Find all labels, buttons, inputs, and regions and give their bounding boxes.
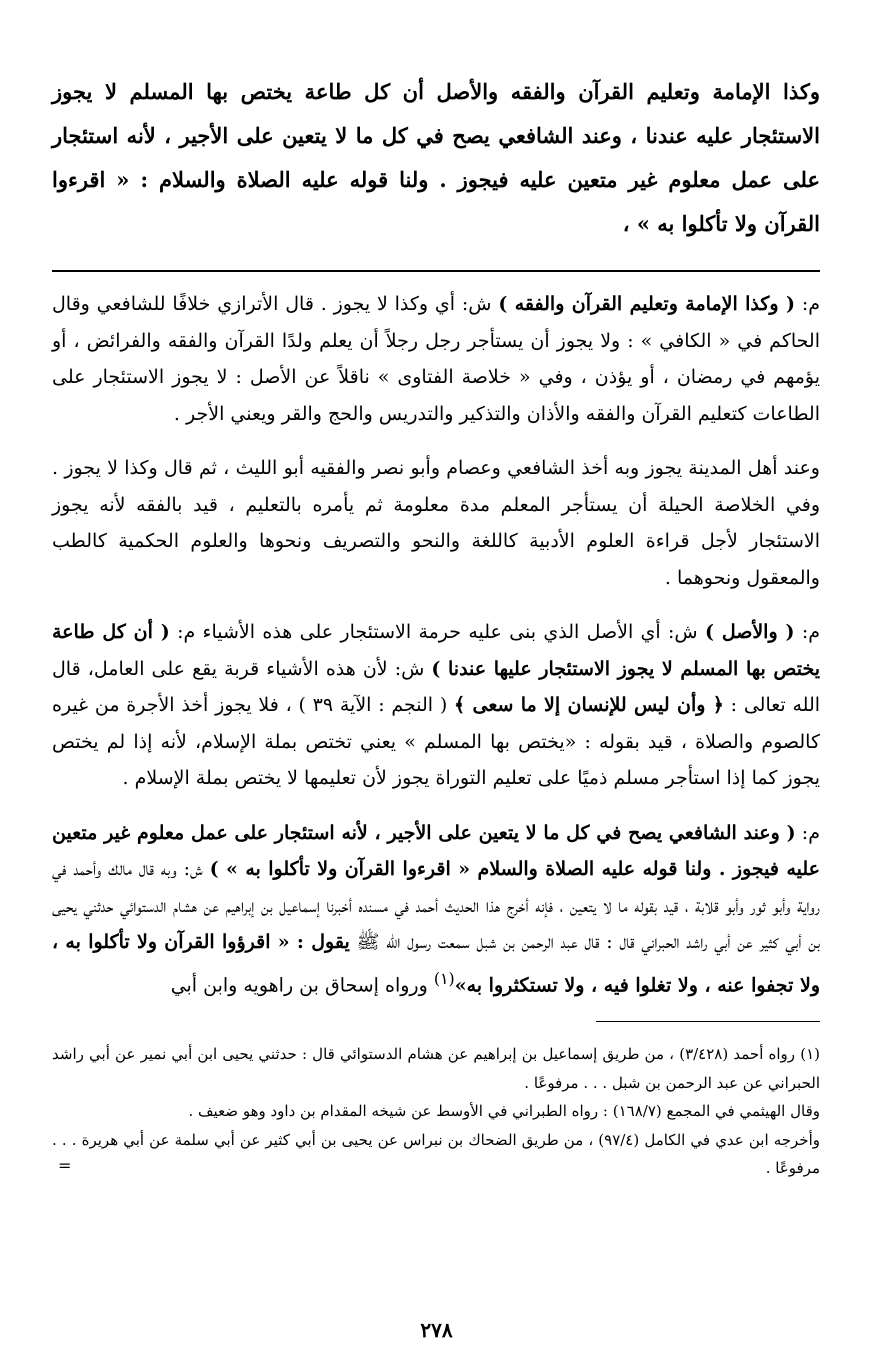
continuation-mark: =: [58, 1156, 72, 1176]
matn-marker: م:: [795, 293, 820, 315]
sharh-paragraph-2: وعند أهل المدينة يجوز وبه أخذ الشافعي وعصام وأبو نصر والفقيه أبو الليث ، ثم قال وكذا لا يجوز . وفي الخلاصة الحيلة أن يستأجر المعلم مدة معلومة ثم يأمره بالتعليم ، قيد بالفقه لأنه يجوز الاستئجار لأجل قراءة العلوم الأدبية كاللغة والنحو والتصريف ونحوها والعلوم الحكمية كالطب والمعقول ونحوهما .: [52, 457, 820, 589]
footnote-3: وأخرجه ابن عدي في الكامل (٩٧/٤) ، من طريق الضحاك بن نبراس عن يحيى بن أبي كثير عن أبي سلمة عن أبي هريرة . . . مرفوعًا .: [52, 1130, 820, 1178]
matn-quote: ( وكذا الإمامة وتعليم القرآن والفقه ): [498, 293, 795, 315]
sharh-text: ش: وبه قال مالك وأحمد في رواية وأبو ثور وأبو قلابة ، قيد بقوله ما لا يتعين ، فإنه أخرج هذا الحديث أحمد في مسنده أخبرنا إسماعيل بن إبراهيم عن هشام الدستوائي حدثني يحيى بن أبي كثير عن أبي راشد الحبراني قال : قال عبد الرحمن بن شبل سمعت رسول الله ﷺ: [52, 858, 820, 953]
matn-divider: [52, 270, 820, 272]
sharh-paragraph-1: [52, 286, 820, 432]
sharh-text: ش: أي وكذا لا يجوز . قال الأترازي خلافًا للشافعي وقال الحاكم في « الكافي » : ولا يجوز أن يستأجر رجل رجلاً أن يعلم ولدًا القرآن والفقه والفرائض ، أو يؤمهم في رمضان ، أو يؤذن ، وفي « خلاصة الفتاوى » ناقلاً عن الأصل : لا يجوز الاستئجار على الطاعات كتعليم القرآن والفقه والأذان والتذكير والتدريس والحج والقر ويعني الأجر .: [52, 293, 820, 425]
footnote-ref: (١): [433, 968, 455, 988]
footnote-2: وقال الهيثمي في المجمع (١٦٨/٧) : رواه الطبراني في الأوسط عن شيخه المقدام بن داود وهو ضعيف .: [188, 1102, 820, 1121]
sharh-text: ش: أي الأصل الذي بنى عليه حرمة الاستئجار على هذه الأشياء م:: [169, 621, 705, 643]
matn-quote: ( وعند الشافعي يصح في كل ما لا يتعين على الأجير ، لأنه استئجار على عمل معلوم غير متعين عليه فيجوز . ولنا قوله عليه الصلاة والسلام « اقرءوا القرآن ولا تأكلوا به » ): [52, 821, 820, 880]
matn-quote: ( والأصل ): [704, 621, 795, 643]
matn-text: وكذا الإمامة وتعليم القرآن والفقه والأصل أن كل طاعة يختص بها المسلم لا يجوز الاستئجار عليه عندنا ، وعند الشافعي يصح في كل ما لا يتعين على الأجير ، لأنه استئجار على عمل معلوم غير متعين عليه فيجوز . ولنا قوله عليه الصلاة والسلام : « اقرءوا القرآن ولا تأكلوا به » ،: [52, 79, 820, 236]
hadith-quote: يقول : « اقرؤوا القرآن ولا تأكلوا به ، ولا تجفوا عنه ، ولا تغلوا فيه ، ولا تستكثروا به»: [52, 931, 820, 996]
sharh-paragraph-3: [52, 614, 820, 797]
sharh-text: ش: لأن هذه الأشياء قربة يقع على العامل، قال الله تعالى :: [52, 657, 821, 716]
footnote-3-row: [52, 1126, 820, 1183]
sharh-text: ( النجم : الآية ٣٩ ) ، فلا يجوز أخذ الأجرة من غيره كالصوم والصلاة ، قيد بقوله : «يختص بها المسلم » يعني تختص بملة الإسلام، لأنه إذا لم يختص يجوز كما إذا استأجر مسلم ذميًا على تعليم التوراة يجوز لأن تعليمها لا يختص بملة الإسلام .: [52, 694, 820, 789]
page-number: ٢٧٨: [420, 1318, 453, 1342]
matn-quote: ( أن كل طاعة يختص بها المسلم لا يجوز الاستئجار عليها عندنا ): [52, 621, 820, 680]
page: [52, 70, 820, 1183]
quran-verse: ﴿ وأن ليس للإنسان إلا ما سعى ﴾: [454, 694, 724, 716]
sharh-commentary: [52, 286, 820, 1003]
matn-marker: م:: [795, 821, 820, 844]
sharh-paragraph-4: [52, 815, 820, 1004]
footnote-1: (١) رواه أحمد (٣/٤٢٨) ، من طريق إسماعيل بن إبراهيم عن هشام الدستوائي قال : حدثني يحيى ابن أبي نمير عن أبي راشد الحبراني عن عبد الرحمن بن شبل . . . مرفوعًا .: [52, 1045, 820, 1092]
footnote-divider: [596, 1021, 820, 1022]
footnotes: [52, 1040, 820, 1183]
sharh-text: ورواه إسحاق بن راهويه وابن أبي: [170, 973, 434, 996]
matn-marker: م:: [794, 621, 820, 643]
